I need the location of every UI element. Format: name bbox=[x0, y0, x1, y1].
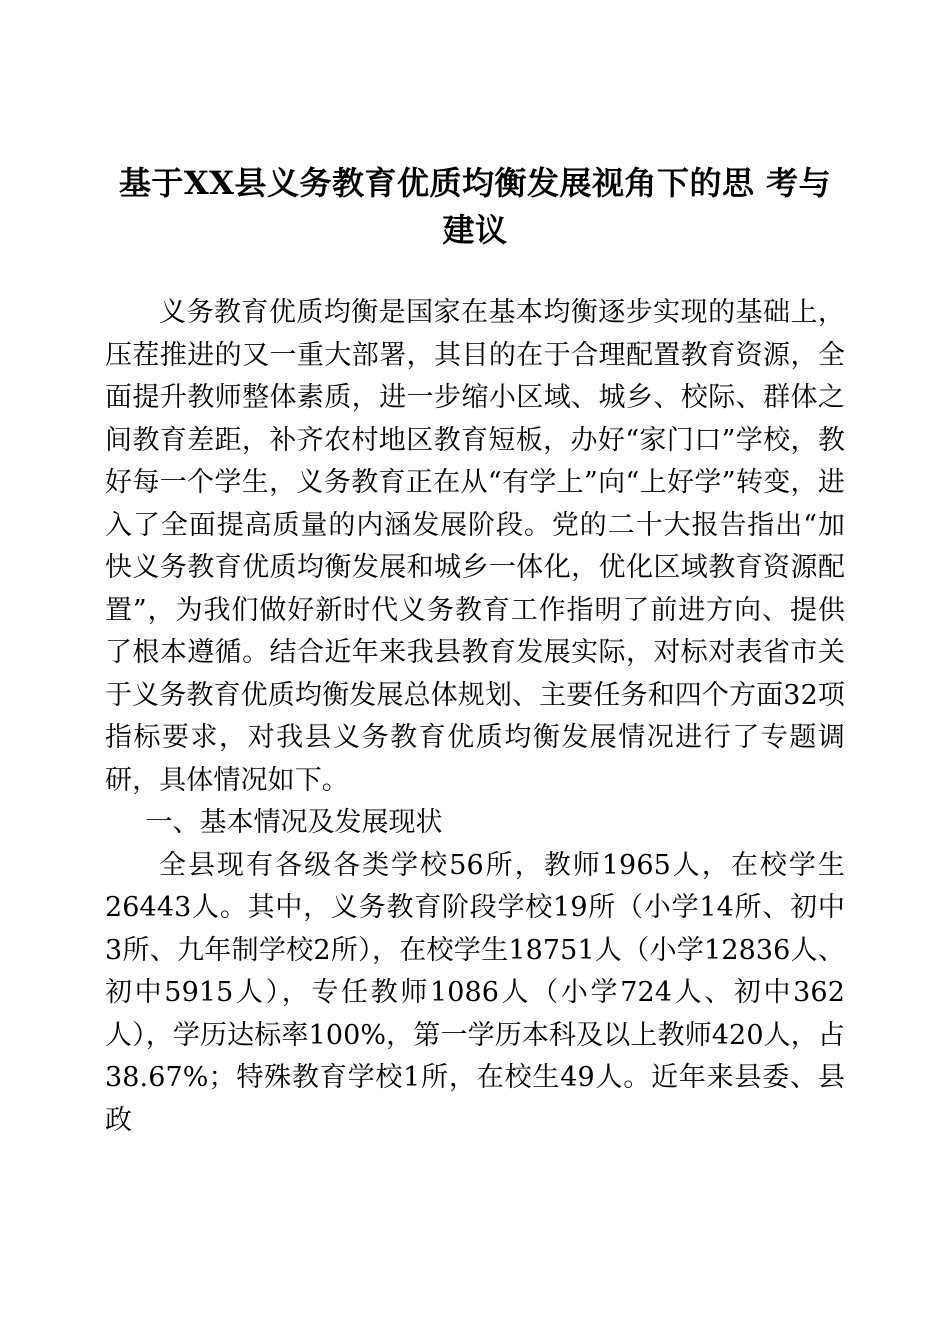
page-title-line-1: 基于XX县义务教育优质均衡发展视角下的思 bbox=[118, 164, 755, 202]
section-body-1: 全县现有各级各类学校56所，教师1965人，在校学生26443人。其中，义务教育阶段学校19所（小学14所、初中3所、九年制学校2所），在校学生18751人（小学12836人、初中5915人），专任教师1086人（小学724人、初中362人），学历达标率100%，第一学历本科及以上教师420人，占38.67%；特殊教育学校1所，在校生49人。近年来县委、县政 bbox=[105, 849, 845, 1136]
body-paragraph-intro: 义务教育优质均衡是国家在基本均衡逐步实现的基础上，压茬推进的又一重大部署，其目的在于合理配置教育资源，全面提升教师整体素质，进一步缩小区域、城乡、校际、群体之间教育差距，补齐农村地区教育短板，办好“家门口”学校，教好每一个学生，义务教育正在从“有学上”向“上好学”转变，进入了全面提高质量的内涵发展阶段。党的二十大报告指出“加快义务教育优质均衡发展和城乡一体化，优化区域教育资源配置”，为我们做好新时代义务教育工作指明了前进方向、提供了根本遵循。结合近年来我县教育发展实际，对标对表省市关于义务教育优质均衡发展总体规划、主要任务和四个方面32项指标要求，对我县义务教育优质均衡发展情况进行了专题调研，具体情况如下。 bbox=[105, 297, 845, 796]
page-title-line-2: 考与建议 bbox=[442, 164, 832, 249]
page-title bbox=[105, 160, 845, 254]
section-heading-1: 一、基本情况及发展现状 bbox=[145, 807, 443, 838]
